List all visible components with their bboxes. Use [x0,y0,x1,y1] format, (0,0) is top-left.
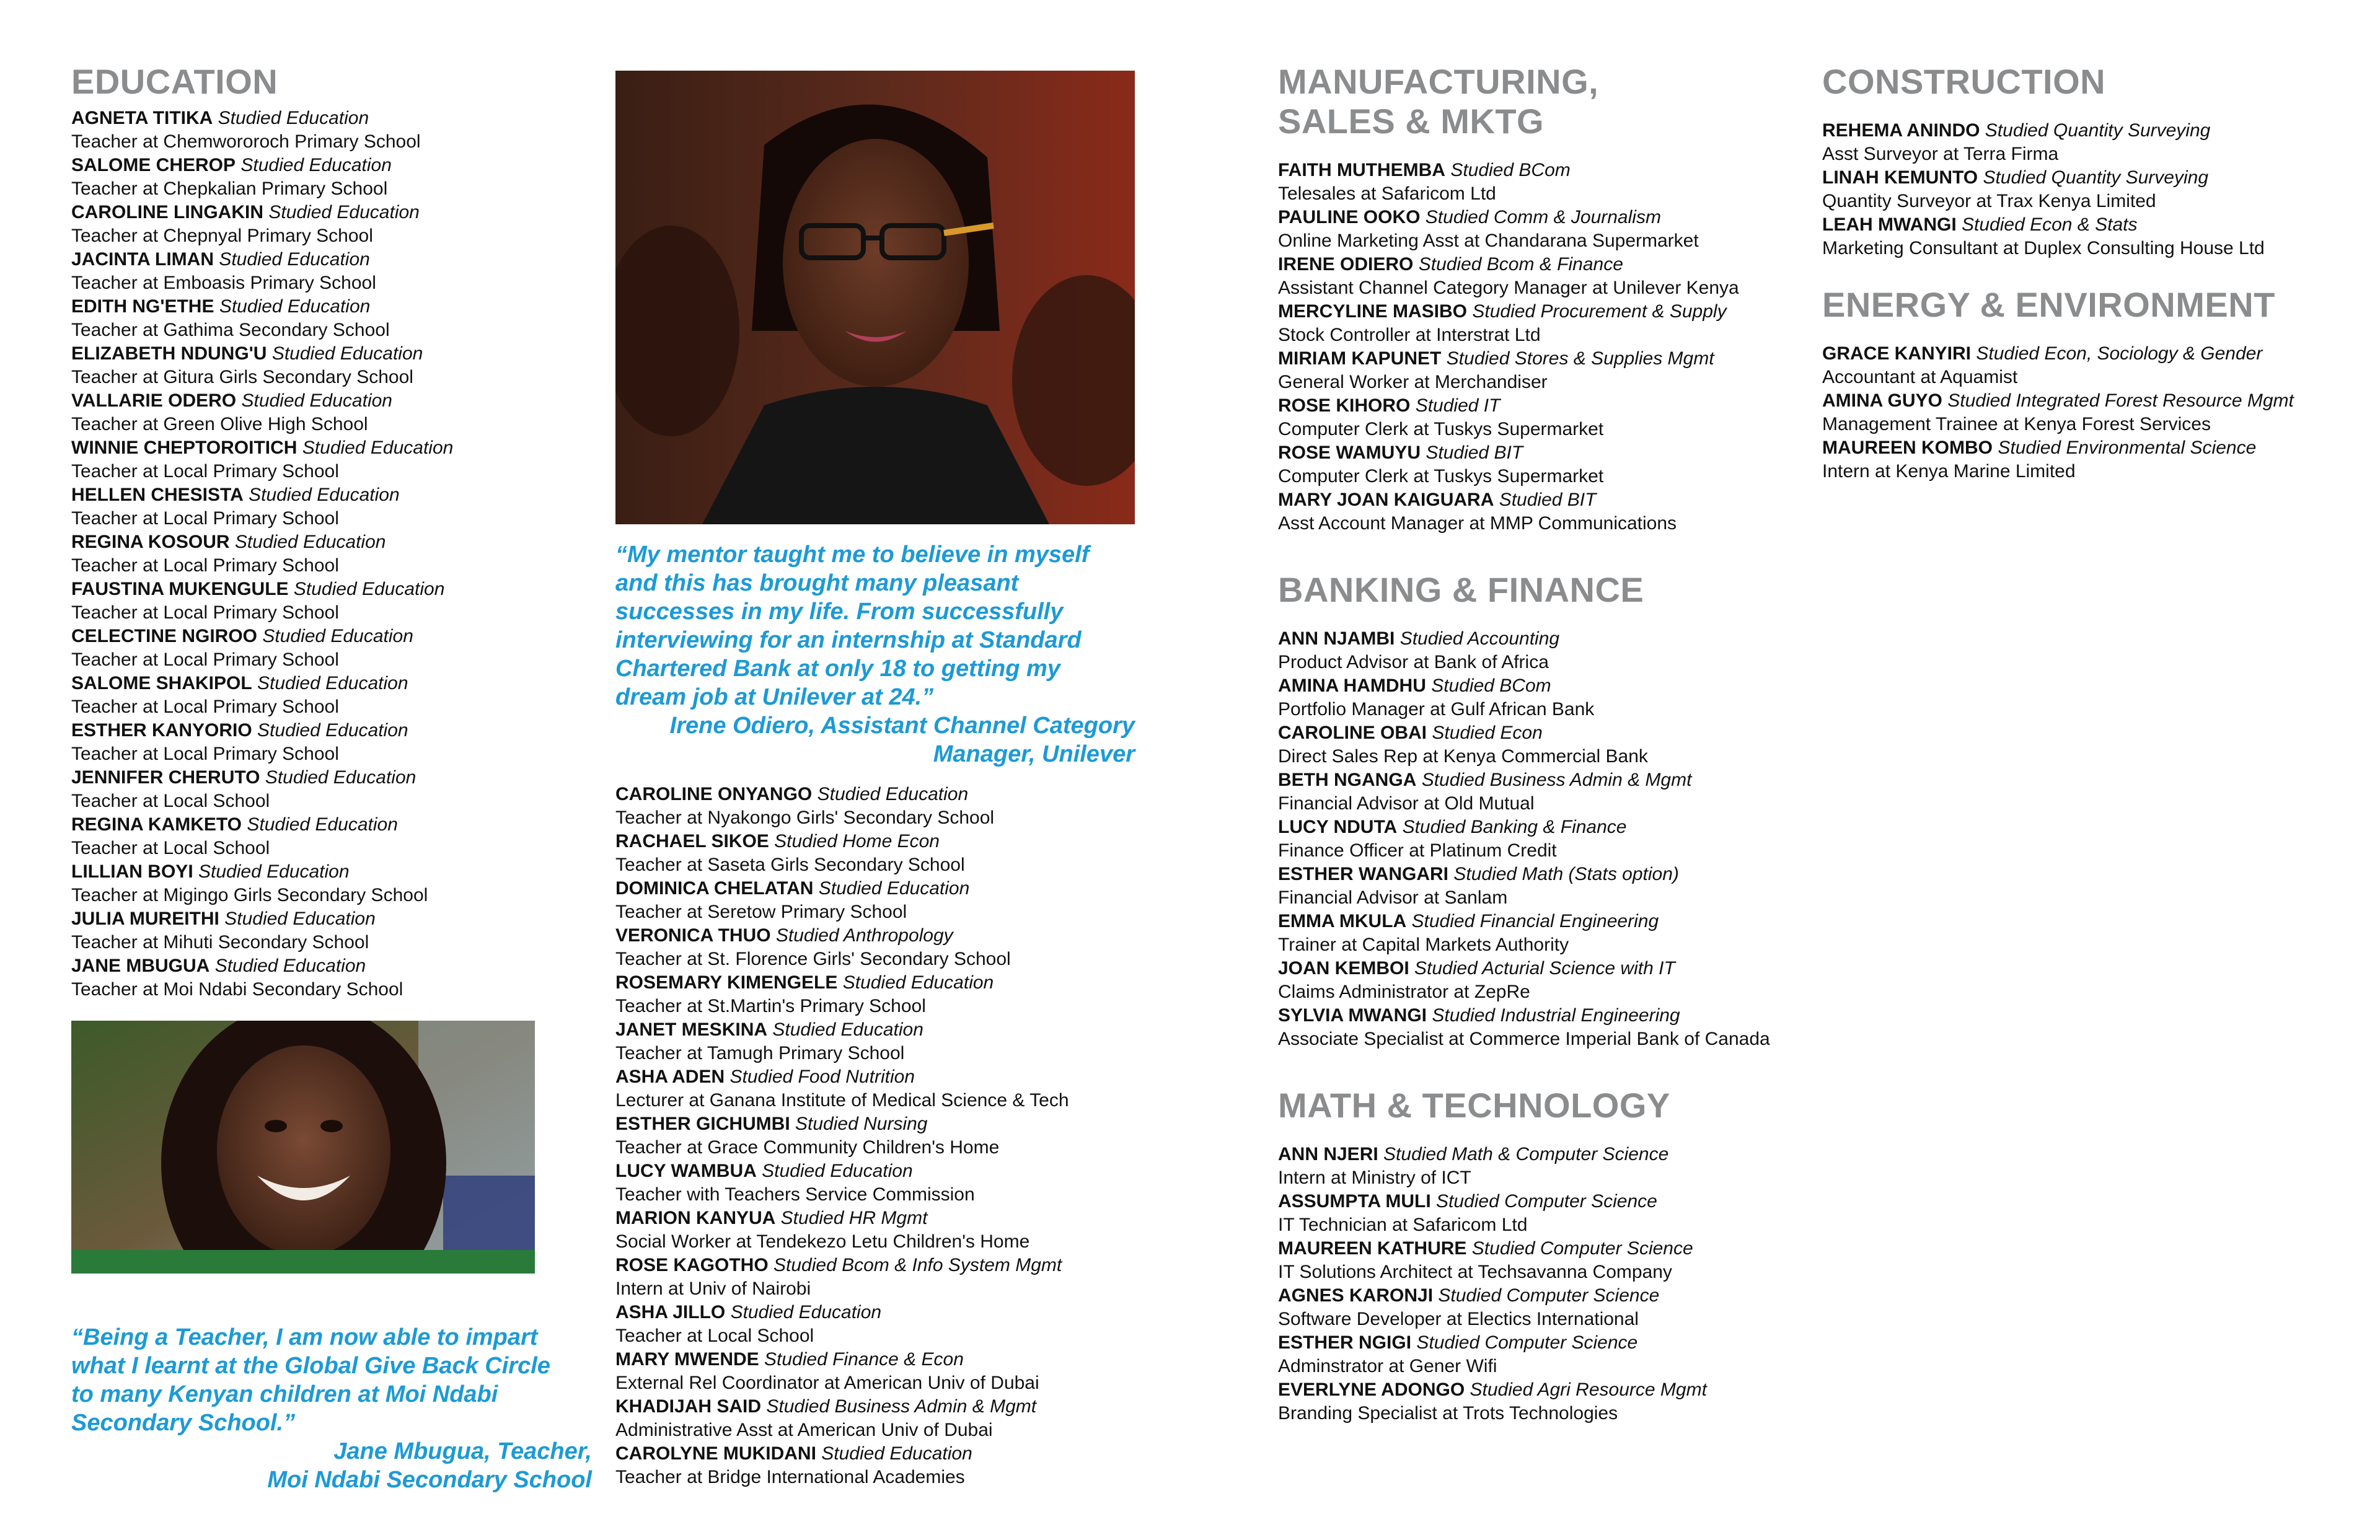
person-name: AMINA HAMDHU [1278,675,1426,696]
list-item [1278,721,1823,768]
field-of-study: Studied HR Mgmt [780,1208,928,1228]
list-item [1278,1190,1823,1237]
irene-quote-text: “My mentor taught me to believe in myself and this has brought many pleasant successes in my life. From successfully interviewing for an internship at Standard Chartered Bank at only 18 to getting my dream job at Unilever at 24.” [615,542,1090,710]
person-name: BETH NGANGA [1278,770,1417,790]
field-of-study: Studied Education [224,909,376,929]
job-title: Trainer at Capital Markets Authority [1278,935,1569,955]
industry-column-3 [1278,62,1823,1425]
irene-quote-block [615,540,1135,768]
field-of-study: Studied Education [772,1019,923,1040]
list-item [71,295,598,342]
job-title: Portfolio Manager at Gulf African Bank [1278,699,1595,719]
person-name: SALOME SHAKIPOL [71,673,252,693]
field-of-study: Studied Banking & Finance [1402,817,1627,837]
field-of-study: Studied Financial Engineering [1411,911,1659,931]
person-name: JULIA MUREITHI [71,909,219,929]
job-title: Lecturer at Ganana Institute of Medical Science & Tech [615,1090,1069,1111]
job-title: Telesales at Safaricom Ltd [1278,183,1496,204]
list-item [71,436,598,483]
job-title: Direct Sales Rep at Kenya Commercial Bank [1278,746,1648,767]
job-title: Social Worker at Tendekezo Letu Children's Home [615,1231,1030,1252]
person-name: ROSEMARY KIMENGELE [615,972,838,993]
list-item [615,1159,1136,1207]
list-item [615,1442,1136,1489]
field-of-study: Studied BCom [1450,160,1571,180]
field-of-study: Studied Business Admin & Mgmt [766,1396,1037,1417]
job-title: Teacher at Local School [71,838,270,858]
list-item [615,1395,1136,1442]
field-of-study: Studied Education [198,861,350,882]
person-name: CAROLINE OBAI [1278,723,1427,743]
field-of-study: Studied Education [762,1161,913,1181]
job-title: Intern at Kenya Marine Limited [1822,461,2076,482]
job-title: Teacher at Local Primary School [71,602,339,623]
list-item [71,389,598,436]
field-of-study: Studied Education [817,784,969,804]
job-title: Teacher at Local Primary School [71,461,339,482]
list-item [615,830,1136,877]
person-name: MARION KANYUA [615,1208,776,1228]
field-of-study: Studied Accounting [1399,628,1560,649]
list-item [615,783,1136,830]
person-name: GRACE KANYIRI [1822,343,1972,364]
list-item [71,813,598,860]
person-name: ANN NJAMBI [1278,628,1395,649]
job-title: Accountant at Aquamist [1822,367,2018,387]
person-name: DOMINICA CHELATAN [615,878,814,899]
education-continued-list [615,783,1136,1489]
person-name: ESTHER GICHUMBI [615,1114,790,1134]
job-title: Teacher at Local Primary School [71,744,339,764]
energy-heading: ENERGY & ENVIRONMENT [1822,285,2275,324]
job-title: Teacher at Mihuti Secondary School [71,932,369,953]
field-of-study: Studied Education [257,720,408,741]
job-title: Asst Surveyor at Terra Firma [1822,144,2059,164]
field-of-study: Studied Econ, Sociology & Gender [1976,343,2263,364]
person-name: FAITH MUTHEMBA [1278,160,1445,180]
person-name: JOAN KEMBOI [1278,958,1409,979]
job-title: Software Developer at Electics International [1278,1309,1639,1329]
list-item [1278,1143,1823,1190]
person-name: ROSE WAMUYU [1278,442,1421,463]
manufacturing-heading: MANUFACTURING, SALES & MKTG [1278,62,1599,141]
field-of-study: Studied BIT [1426,442,1523,463]
jane-quote-attribution-line1: Jane Mbugua, Teacher, [333,1438,592,1464]
job-title: Teacher at Gitura Girls Secondary School [71,367,413,387]
person-name: SYLVIA MWANGI [1278,1005,1427,1026]
field-of-study: Studied Education [234,532,386,552]
list-item [1278,674,1823,721]
job-title: IT Technician at Safaricom Ltd [1278,1215,1528,1235]
person-name: REHEMA ANINDO [1822,120,1980,141]
job-title: Teacher at Emboasis Primary School [71,273,376,293]
irene-quote-attribution-line1: Irene Odiero, Assistant Channel Category [669,713,1135,739]
field-of-study: Studied Education [821,1443,972,1464]
job-title: Teacher at Local School [71,791,270,811]
job-title: Teacher at Moi Ndabi Secondary School [71,979,403,1000]
industry-column-4 [1822,62,2368,483]
job-title: Teacher at Nyakongo Girls' Secondary School [615,807,995,828]
job-title: Teacher at Chemwororoch Primary School [71,131,421,152]
job-title: General Worker at Merchandiser [1278,372,1548,392]
person-name: LEAH MWANGI [1822,214,1957,235]
field-of-study: Studied Education [247,814,398,835]
list-item [71,954,598,1001]
job-title: Financial Advisor at Old Mutual [1278,793,1535,814]
job-title: Quantity Surveyor at Trax Kenya Limited [1822,191,2156,211]
person-name: AGNETA TITIKA [71,108,213,128]
list-item [1278,863,1823,910]
field-of-study: Studied Environmental Science [1998,438,2257,458]
jane-quote-block [71,1323,592,1494]
field-of-study: Studied BCom [1431,675,1551,696]
person-name: SALOME CHEROP [71,155,236,175]
job-title: Intern at Ministry of ICT [1278,1168,1471,1188]
list-item [615,1254,1136,1301]
list-item [1822,436,2368,483]
job-title: Teacher at Local Primary School [71,508,339,529]
job-title: Stock Controller at Interstrat Ltd [1278,325,1541,345]
field-of-study: Studied Anthropology [775,925,953,946]
person-name: LINAH KEMUNTO [1822,167,1978,188]
job-title: Adminstrator at Gener Wifi [1278,1356,1497,1376]
job-title: Management Trainee at Kenya Forest Services [1822,414,2211,434]
field-of-study: Studied Econ & Stats [1962,214,2138,235]
list-item [71,625,598,672]
job-title: Teacher at Seretow Primary School [615,902,907,922]
education-list [71,107,598,1001]
list-item [1278,441,1823,488]
person-name: LUCY WAMBUA [615,1161,757,1181]
field-of-study: Studied Nursing [795,1114,928,1134]
person-name: MERCYLINE MASIBO [1278,301,1468,322]
education-heading: EDUCATION [71,62,278,101]
job-title: Associate Specialist at Commerce Imperial Bank of Canada [1278,1029,1770,1049]
field-of-study: Studied Quantity Surveying [1983,167,2208,188]
person-name: IRENE ODIERO [1278,254,1414,275]
job-title: Teacher at St.Martin's Primary School [615,996,926,1016]
person-name: EMMA MKULA [1278,911,1407,931]
job-title: Financial Advisor at Sanlam [1278,887,1508,908]
field-of-study: Studied Math (Stats option) [1453,864,1679,884]
person-name: LUCY NDUTA [1278,817,1398,837]
list-item [1278,206,1823,253]
education-column [71,62,598,1001]
person-name: AMINA GUYO [1822,390,1942,411]
list-item [1278,300,1823,347]
list-item [71,719,598,766]
field-of-study: Studied Home Econ [774,831,940,851]
person-name: MARY JOAN KAIGUARA [1278,490,1494,510]
person-name: CAROLINE LINGAKIN [71,202,263,222]
woman-with-glasses-portrait-image [615,71,1135,524]
field-of-study: Studied Education [730,1302,882,1322]
construction-list [1822,119,2368,260]
job-title: Teacher at Grace Community Children's Home [615,1137,1000,1158]
list-item [1278,910,1823,957]
person-name: MAUREEN KATHURE [1278,1238,1467,1259]
person-name: JENNIFER CHERUTO [71,767,260,788]
field-of-study: Studied Computer Science [1438,1285,1660,1306]
list-item [1278,253,1823,300]
list-item [1278,347,1823,394]
person-name: AGNES KARONJI [1278,1285,1434,1306]
person-name: ANN NJERI [1278,1144,1378,1164]
person-name: ASHA JILLO [615,1302,726,1322]
jane-quote-attribution-line2: Moi Ndabi Secondary School [267,1467,592,1493]
field-of-study: Studied Business Admin & Mgmt [1421,770,1692,790]
person-name: ASSUMPTA MULI [1278,1191,1431,1212]
field-of-study: Studied Education [842,972,994,993]
jane-quote-text: “Being a Teacher, I am now able to impart what I learnt at the Global Give Back Circle to many Kenyan children at Moi Ndabi Secondary School.” [71,1324,550,1436]
person-name: HELLEN CHESISTA [71,485,244,505]
list-item [1278,1378,1823,1425]
field-of-study: Studied Education [265,767,416,788]
field-of-study: Studied Computer Science [1471,1238,1693,1259]
job-title: Teacher at Green Olive High School [71,414,368,434]
smiling-woman-portrait-image [71,1021,535,1274]
person-name: LILLIAN BOYI [71,861,193,882]
field-of-study: Studied Computer Science [1436,1191,1657,1212]
list-item [1278,1004,1823,1051]
field-of-study: Studied Food Nutrition [729,1067,915,1087]
list-item [1278,627,1823,674]
job-title: Teacher at Migingo Girls Secondary School [71,885,428,905]
list-item [615,971,1136,1018]
person-name: CAROLINE ONYANGO [615,784,813,804]
field-of-study: Studied Acturial Science with IT [1414,958,1675,979]
list-item [1278,488,1823,535]
field-of-study: Studied Econ [1432,723,1543,743]
list-item [615,1112,1136,1159]
list-item [615,1065,1136,1112]
job-title: Assistant Channel Category Manager at Unilever Kenya [1278,278,1739,298]
list-item [1278,768,1823,816]
job-title: Teacher at Chepkalian Primary School [71,178,388,199]
field-of-study: Studied Education [218,108,369,128]
field-of-study: Studied Education [293,579,445,599]
job-title: Intern at Univ of Nairobi [615,1278,811,1299]
job-title: Teacher with Teachers Service Commission [615,1184,975,1205]
list-item [1278,394,1823,441]
job-title: External Rel Coordinator at American Univ of Dubai [615,1373,1039,1393]
job-title: Online Marketing Asst at Chandarana Supermarket [1278,231,1699,251]
banking-list [1278,627,1823,1051]
job-title: Teacher at Tamugh Primary School [615,1043,905,1063]
list-item [71,201,598,248]
list-item [615,1018,1136,1065]
field-of-study: Studied Education [219,249,370,270]
person-name: MARY MWENDE [615,1349,759,1370]
irene-quote-attribution-line2: Manager, Unilever [933,741,1135,767]
list-item [1822,389,2368,436]
list-item [1278,816,1823,863]
field-of-study: Studied Quantity Surveying [1985,120,2211,141]
list-item [71,672,598,719]
list-item [1822,166,2368,213]
person-name: RACHAEL SIKOE [615,831,769,851]
list-item [71,483,598,530]
person-name: ROSE KIHORO [1278,395,1411,416]
job-title: Product Advisor at Bank of Africa [1278,652,1549,672]
field-of-study: Studied Procurement & Supply [1472,301,1727,322]
manufacturing-list [1278,159,1823,535]
list-item [1822,119,2368,166]
person-name: CELECTINE NGIROO [71,626,258,646]
list-item [71,248,598,295]
list-item [71,907,598,954]
list-item [71,578,598,625]
person-name: JACINTA LIMAN [71,249,214,270]
list-item [1278,1331,1823,1378]
job-title: Teacher at Local Primary School [71,555,339,576]
list-item [71,860,598,907]
field-of-study: Studied Math & Computer Science [1383,1144,1669,1164]
person-name: REGINA KOSOUR [71,532,230,552]
job-title: Teacher at Gathima Secondary School [71,320,390,340]
irene-odiero-photo [615,71,1135,524]
job-title: Teacher at Local Primary School [71,649,339,670]
job-title: Teacher at Bridge International Academies [615,1467,965,1487]
field-of-study: Studied Integrated Forest Resource Mgmt [1947,390,2294,411]
job-title: Marketing Consultant at Duplex Consulting House Ltd [1822,238,2265,258]
list-item [615,1207,1136,1254]
field-of-study: Studied Bcom & Info System Mgmt [774,1255,1062,1275]
person-name: EDITH NG'ETHE [71,296,214,317]
job-title: Computer Clerk at Tuskys Supermarket [1278,466,1604,486]
list-item [71,154,598,201]
person-name: KHADIJAH SAID [615,1396,762,1417]
job-title: Teacher at Saseta Girls Secondary School [615,855,965,875]
field-of-study: Studied Education [818,878,970,899]
person-name: FAUSTINA MUKENGULE [71,579,289,599]
field-of-study: Studied Computer Science [1416,1332,1638,1353]
list-item [71,766,598,813]
construction-heading: CONSTRUCTION [1822,62,2106,101]
field-of-study: Studied Agri Resource Mgmt [1470,1379,1707,1400]
person-name: ESTHER KANYORIO [71,720,252,741]
list-item [71,342,598,389]
person-name: JANE MBUGUA [71,956,210,976]
field-of-study: Studied Education [257,673,408,693]
list-item [615,1301,1136,1348]
list-item [71,107,598,154]
field-of-study: Studied Education [240,155,392,175]
list-item [1278,159,1823,206]
banking-heading: BANKING & FINANCE [1278,570,1644,609]
field-of-study: Studied Finance & Econ [764,1349,964,1370]
list-item [615,877,1136,924]
field-of-study: Studied Education [219,296,371,317]
list-item [1278,957,1823,1004]
job-title: IT Solutions Architect at Techsavanna Company [1278,1262,1672,1282]
person-name: MIRIAM KAPUNET [1278,348,1442,369]
job-title: Teacher at Local School [615,1326,814,1346]
field-of-study: Studied Education [262,626,413,646]
person-name: REGINA KAMKETO [71,814,242,835]
job-title: Teacher at Chepnyal Primary School [71,226,373,246]
job-title: Finance Officer at Platinum Credit [1278,840,1557,861]
list-item [71,530,598,578]
person-name: JANET MESKINA [615,1019,768,1040]
math-tech-heading: MATH & TECHNOLOGY [1278,1086,1670,1125]
list-item [1822,342,2368,389]
math-tech-list [1278,1143,1823,1425]
list-item [615,1348,1136,1395]
field-of-study: Studied Comm & Journalism [1425,207,1661,227]
job-title: Teacher at Local Primary School [71,697,339,717]
jane-mbugua-photo [71,1021,535,1274]
person-name: ESTHER NGIGI [1278,1332,1412,1353]
energy-list [1822,342,2368,483]
job-title: Branding Specialist at Trots Technologies [1278,1403,1618,1423]
person-name: VERONICA THUO [615,925,771,946]
list-item [1278,1237,1823,1284]
field-of-study: Studied IT [1415,395,1501,416]
person-name: ESTHER WANGARI [1278,864,1449,884]
person-name: CAROLYNE MUKIDANI [615,1443,816,1464]
field-of-study: Studied Education [249,485,400,505]
person-name: VALLARIE ODERO [71,390,237,411]
field-of-study: Studied Industrial Engineering [1432,1005,1680,1026]
person-name: ASHA ADEN [615,1067,725,1087]
list-item [615,924,1136,971]
person-name: MAUREEN KOMBO [1822,438,1993,458]
job-title: Teacher at St. Florence Girls' Secondary School [615,949,1011,969]
person-name: PAULINE OOKO [1278,207,1421,227]
job-title: Claims Administrator at ZepRe [1278,982,1530,1002]
field-of-study: Studied Education [214,956,366,976]
field-of-study: Studied Bcom & Finance [1418,254,1623,275]
job-title: Administrative Asst at American Univ of Dubai [615,1420,993,1440]
person-name: ROSE KAGOTHO [615,1255,769,1275]
field-of-study: Studied Education [241,390,392,411]
field-of-study: Studied Education [268,202,420,222]
field-of-study: Studied BIT [1499,490,1597,510]
list-item [1278,1284,1823,1331]
education-continued-column [615,783,1136,1489]
job-title: Computer Clerk at Tuskys Supermarket [1278,419,1604,439]
field-of-study: Studied Stores & Supplies Mgmt [1446,348,1714,369]
list-item [1822,213,2368,260]
person-name: EVERLYNE ADONGO [1278,1379,1465,1400]
field-of-study: Studied Education [302,438,454,458]
job-title: Asst Account Manager at MMP Communications [1278,513,1677,534]
field-of-study: Studied Education [271,343,423,364]
person-name: WINNIE CHEPTOROITICH [71,438,298,458]
person-name: ELIZABETH NDUNG'U [71,343,267,364]
